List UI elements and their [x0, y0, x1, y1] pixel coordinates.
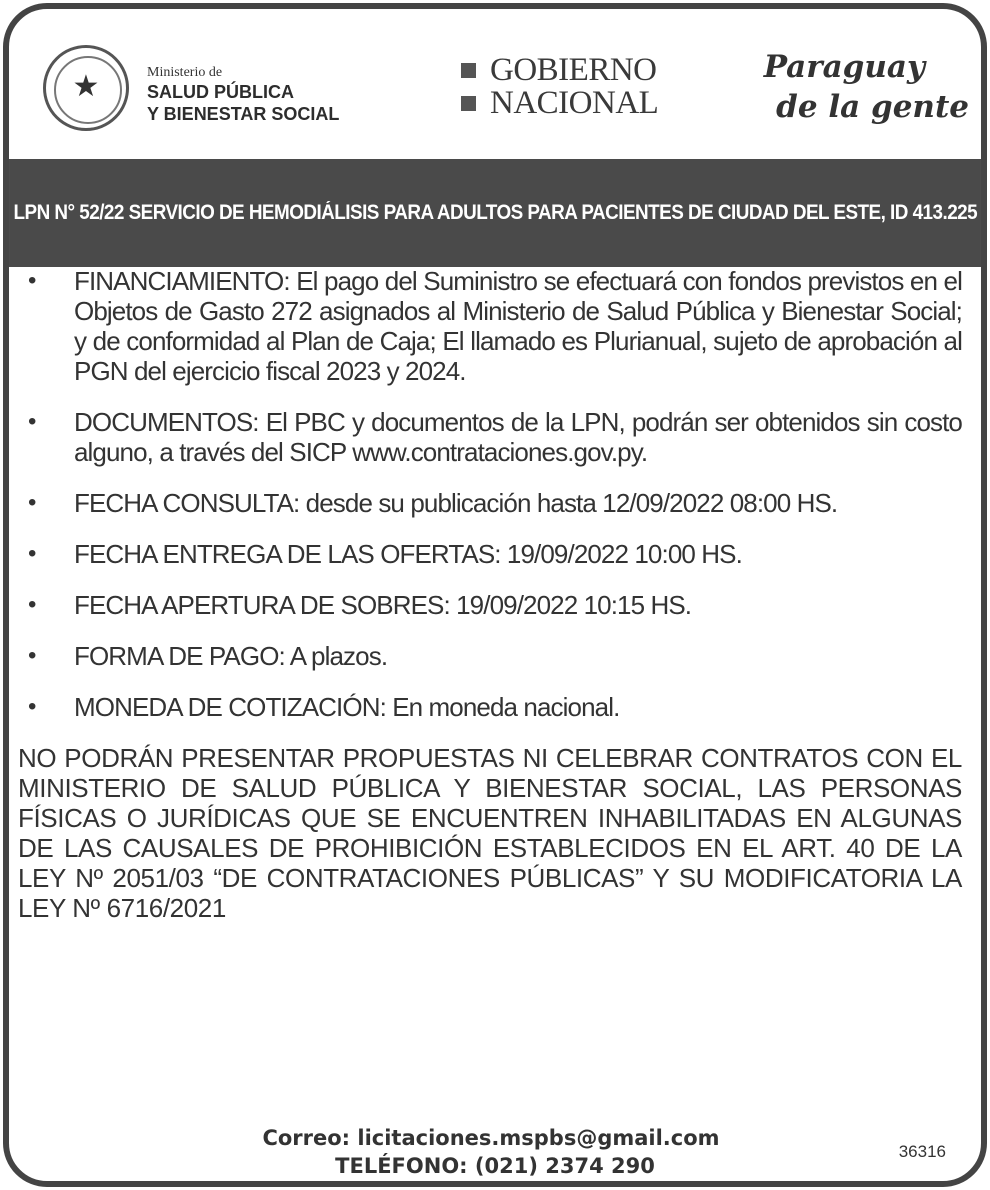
bullet: •: [28, 591, 36, 618]
bullet: •: [28, 693, 36, 720]
list-item: [18, 488, 962, 518]
national-seal-icon: [43, 45, 129, 131]
list-item: [18, 590, 962, 620]
content: [18, 266, 962, 923]
gobierno-logo: [461, 54, 658, 120]
title-bar: [9, 159, 981, 267]
square-icon: [461, 96, 476, 111]
email-line: Correo: licitaciones.mspbs@gmail.com: [262, 1126, 720, 1150]
bullet: •: [28, 408, 36, 435]
item-text: DOCUMENTOS: El PBC y documentos de la LPN, podrán ser obtenidos sin costo alguno, a través del SICP www.contrataciones.gov.py.: [74, 407, 962, 467]
page-title: LPN N° 52/22 SERVICIO DE HEMODIÁLISIS PARA ADULTOS PARA PACIENTES DE CIUDAD DEL ESTE, ID 413.225: [13, 201, 977, 224]
bullet: •: [28, 540, 36, 567]
list-item: [18, 266, 962, 386]
slogan: [764, 47, 969, 127]
item-text: FECHA APERTURA DE SOBRES: 19/09/2022 10:15 HS.: [74, 590, 692, 620]
gobierno-line1: GOBIERNO: [490, 52, 657, 88]
header: [9, 9, 981, 159]
seal-star-icon: ★: [72, 69, 100, 104]
square-icon: [461, 63, 476, 78]
ministry-logo: [147, 65, 339, 125]
list-item: [18, 539, 962, 569]
gobierno-line2: NACIONAL: [490, 85, 659, 121]
footer: [0, 1124, 990, 1180]
slogan-line2: de la gente: [776, 89, 969, 125]
ministry-line2: Y BIENESTAR SOCIAL: [147, 104, 340, 124]
list-item: [18, 641, 962, 671]
bullet: •: [28, 489, 36, 516]
reference-number: 36316: [898, 1142, 946, 1161]
item-text: MONEDA DE COTIZACIÓN: En moneda nacional.: [74, 692, 620, 722]
item-text: FECHA ENTREGA DE LAS OFERTAS: 19/09/2022 10:00 HS.: [74, 539, 742, 569]
item-text: FORMA DE PAGO: A plazos.: [74, 641, 388, 671]
slogan-line1: Paraguay: [763, 49, 925, 85]
item-text: FINANCIAMIENTO: El pago del Suministro se efectuará con fondos previstos en el Objetos de Gasto 272 asignados al Ministerio de Salud Pública y Bienestar Social; y de conformidad al Plan de Caja; El llamado es Plurianual, sujeto de aprobación al PGN del ejercicio fiscal 2023 y 2024.: [74, 266, 962, 386]
bullet: •: [28, 267, 36, 294]
bullet: •: [28, 642, 36, 669]
phone-line: TELÉFONO: (021) 2374 290: [335, 1154, 655, 1178]
prohibition-notice: NO PODRÁN PRESENTAR PROPUESTAS NI CELEBRAR CONTRATOS CON EL MINISTERIO DE SALUD PÚBLICA Y BIENESTAR SOCIAL, LAS PERSONAS FÍSICAS O JURÍDICAS QUE SE ENCUENTREN INHABILITADAS EN ALGUNAS DE LAS CAUSALES DE PROHIBICIÓN ESTABLECIDOS EN EL ART. 40 DE LA LEY Nº 2051/03 “DE CONTRATACIONES PÚBLICAS” Y SU MODIFICATORIA LA LEY Nº 6716/2021: [18, 743, 962, 923]
ministry-small: Ministerio de: [147, 65, 223, 80]
ministry-line1: SALUD PÚBLICA: [147, 82, 294, 102]
item-text: FECHA CONSULTA: desde su publicación hasta 12/09/2022 08:00 HS.: [74, 488, 838, 518]
list-item: [18, 407, 962, 467]
list-item: [18, 692, 962, 722]
